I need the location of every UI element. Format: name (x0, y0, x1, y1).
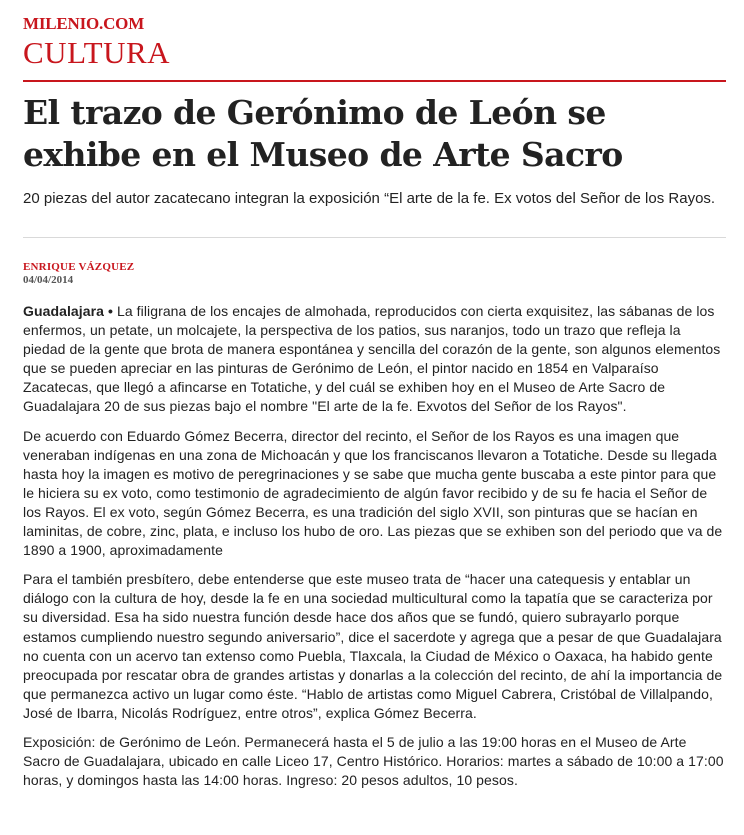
article-deck: 20 piezas del autor zacatecano integran la exposición “El arte de la fe. Ex votos del Señor de los Rayos. (23, 190, 716, 207)
author-name[interactable]: ENRIQUE VÁZQUEZ (23, 261, 135, 273)
section-divider (23, 80, 726, 82)
article-paragraph: De acuerdo con Eduardo Gómez Becerra, director del recinto, el Señor de los Rayos es una imagen que veneraban indígenas en una zona de Michoacán y que los franciscanos llevaron a Totatiche. Desde su llegada hasta hoy la imagen es motivo de peregrinaciones y se sabe que mucha gente buscaba a este pintor para que le hiciera su ex voto, como testimonio de agradecimiento de algún favor recibido y de su fe hacia el Señor de los Rayos. El ex voto, según Gómez Becerra, es una tradición del siglo XVII, son pinturas que se hacían en laminitas, de cobre, zinc, plata, e incluso los hubo de oro. Las piezas que se exhiben son del periodo que va de 1890 a 1900, aproximadamente (23, 427, 723, 559)
article-paragraph (23, 302, 726, 417)
header-divider (23, 237, 726, 238)
publish-date: 04/04/2014 (23, 274, 74, 286)
dateline: Guadalajara • (23, 303, 113, 319)
article-headline: El trazo de Gerónimo de León se exhibe en el Museo de Arte Sacro (23, 93, 623, 174)
article-paragraph: Para el también presbítero, debe entenderse que este museo trata de “hacer una catequesis y entablar un diálogo con la cultura de hoy, desde la fe en una sociedad multicultural como la tapatía que se caracteriza por su diversidad. Esa ha sido nuestra función desde hace dos años que se fundó, quiero subrayarlo porque estamos cumpliendo nuestro segundo aniversario”, dice el sacerdote y agrega que a pesar de que Guadalajara no cuenta con un acervo tan extenso como Puebla, Tlaxcala, la Ciudad de México o Oaxaca, ha habido gente preocupada por rescatar obra de grandes artistas y donarlas a la colección del recinto, de ahí la importancia de que permanezca activo un lugar como éste. “Hablo de artistas como Miguel Cabrera, Cristóbal de Villalpando, José de Ibarra, Nicolás Rodríguez, entre otros”, explica Gómez Becerra. (23, 571, 723, 721)
article-body (23, 302, 726, 790)
paragraph-text: La filigrana de los encajes de almohada, reproducidos con cierta exquisitez, las sábanas de los enfermos, un petate, un molcajete, la perspectiva de los patios, sus naranjos, todo un trazo que refleja la piedad de la gente que brota de manera espontánea y sencilla del corazón de la gente, son algunos elementos que se pueden apreciar en las pinturas de Gerónimo de León, el pintor nacido en 1854 en Valparaíso Zacatecas, que llegó a afincarse en Totatiche, y del cuál se exhiben hoy en el Museo de Arte Sacro de Guadalajara 20 de sus piezas bajo el nombre "El arte de la fe. Exvotos del Señor de los Rayos". (23, 303, 721, 415)
byline (23, 261, 726, 287)
article-page (23, 14, 726, 800)
article-paragraph: Exposición: de Gerónimo de León. Permanecerá hasta el 5 de julio a las 19:00 horas en el Museo de Arte Sacro de Guadalajara, ubicado en calle Liceo 17, Centro Histórico. Horarios: martes a sábado de 10:00 a 17:00 horas, y domingos hasta las 14:00 horas. Ingreso: 20 pesos adultos, 10 pesos. (23, 733, 724, 789)
site-logo[interactable]: MILENIO.COM (23, 14, 145, 33)
section-title[interactable]: CULTURA (23, 35, 171, 70)
